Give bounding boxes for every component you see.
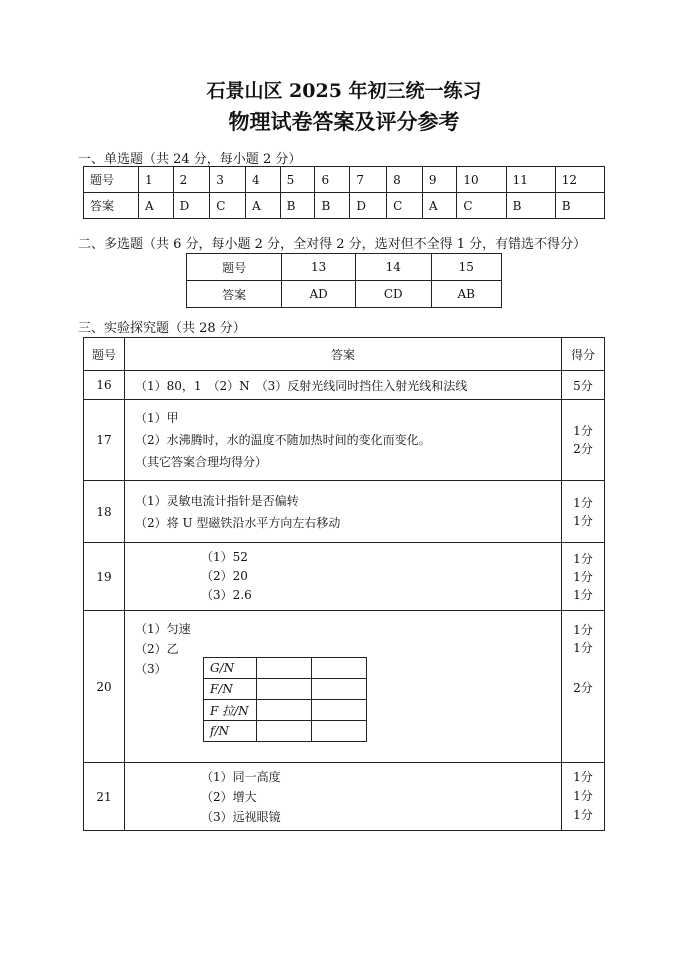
answer-line: （1）同一高度 (201, 769, 281, 784)
table-row (84, 400, 605, 481)
answer-cell (125, 763, 562, 831)
table-row (204, 721, 367, 742)
table-cell: 14 (355, 254, 431, 281)
table-cell: 12 (555, 167, 604, 193)
table-cell: 9 (422, 167, 457, 193)
table-cell: 10 (457, 167, 506, 193)
row-label: f/N (204, 721, 257, 742)
score-cell (562, 611, 605, 763)
table-cell: 2 (173, 167, 210, 193)
table-cell: 3 (210, 167, 246, 193)
table-cell: AB (431, 281, 502, 308)
question-number: 16 (84, 371, 125, 400)
table-cell: B (506, 193, 555, 219)
score: 1分 (573, 495, 593, 510)
answer-cell (125, 481, 562, 543)
section1-heading: 一、单选题（共 24 分，每小题 2 分） (78, 152, 302, 167)
table-row (187, 281, 502, 308)
table-cell: 5 (280, 167, 315, 193)
table-row (84, 611, 605, 763)
table-row (204, 679, 367, 700)
table-cell: A (139, 193, 174, 219)
table-cell: D (173, 193, 210, 219)
answer-line: （其它答案合理均得分） (135, 455, 268, 469)
table-cell: A (245, 193, 280, 219)
answer-line: （2）20 (201, 569, 248, 583)
table-cell: 8 (387, 167, 423, 193)
table-cell (312, 679, 367, 700)
exam-title: 石景山区 2025 年初三统一练习 (206, 80, 482, 102)
table-cell: AD (282, 281, 356, 308)
score: 1分 (573, 569, 593, 584)
exam-subtitle: 物理试卷答案及评分参考 (228, 109, 460, 134)
table-row (84, 481, 605, 543)
table-cell (257, 721, 312, 742)
row-label: 答案 (84, 193, 139, 219)
answer-line: （1）灵敏电流计指针是否偏转 (135, 493, 299, 508)
answer-cell (125, 543, 562, 611)
table-cell: C (387, 193, 423, 219)
score-cell (562, 763, 605, 831)
question-number: 21 (84, 763, 125, 831)
score: 1分 (573, 641, 593, 655)
table-row (84, 763, 605, 831)
table-cell (257, 700, 312, 721)
score-cell (562, 543, 605, 611)
question-number: 17 (84, 400, 125, 481)
answer-line: （2）增大 (201, 789, 257, 804)
experiment-table (83, 337, 605, 831)
answer-line: （3）2.6 (201, 588, 252, 602)
data-record-table (203, 657, 367, 742)
table-cell: B (555, 193, 604, 219)
table-cell (257, 679, 312, 700)
answer-line: （1）52 (201, 550, 248, 564)
table-cell: B (280, 193, 315, 219)
table-cell (312, 658, 367, 679)
table-cell (257, 658, 312, 679)
score: 1分 (573, 513, 593, 528)
table-cell: C (210, 193, 246, 219)
answer-line-with-table (135, 659, 561, 742)
answer-cell (125, 400, 562, 481)
row-label: 题号 (187, 254, 282, 281)
answer-line: （3）远视眼镜 (201, 809, 281, 824)
row-label: F/N (204, 679, 257, 700)
score: 1分 (573, 587, 593, 602)
table-cell: C (457, 193, 506, 219)
score: 5分 (562, 371, 605, 400)
table-cell: 4 (245, 167, 280, 193)
score: 1分 (573, 808, 593, 822)
table-cell: 6 (315, 167, 350, 193)
table-header-row (84, 338, 605, 371)
table-row (204, 658, 367, 679)
answer-line: （2）水沸腾时，水的温度不随加热时间的变化而变化。 (135, 433, 431, 447)
table-cell: 11 (506, 167, 555, 193)
answer-line: （1）甲 (135, 411, 179, 425)
table-cell: CD (355, 281, 431, 308)
question-number: 20 (84, 611, 125, 763)
row-label: 题号 (84, 167, 139, 193)
table-cell: 15 (431, 254, 502, 281)
table-cell: B (315, 193, 350, 219)
column-header-answer: 答案 (125, 338, 562, 371)
table-cell: D (350, 193, 387, 219)
answer-cell (125, 611, 562, 763)
table-row (187, 254, 502, 281)
row-label: F 拉/N (204, 700, 257, 721)
table-row (84, 543, 605, 611)
table-cell (312, 721, 367, 742)
table-row (204, 700, 367, 721)
score: 2分 (573, 442, 593, 456)
column-header-score: 得分 (562, 338, 605, 371)
score: 1分 (573, 770, 593, 784)
question-number: 19 (84, 543, 125, 611)
answer-line: （2）将 U 型磁铁沿水平方向左右移动 (135, 515, 341, 530)
score-cell (562, 481, 605, 543)
single-choice-table (83, 166, 605, 219)
table-cell (312, 700, 367, 721)
table-row (84, 371, 605, 400)
multi-choice-table (186, 253, 502, 308)
column-header-number: 题号 (84, 338, 125, 371)
score-cell (562, 400, 605, 481)
answer-line: （1）匀速 (135, 622, 191, 636)
table-row (84, 167, 605, 193)
answer-line: （2）乙 (135, 642, 179, 656)
answer-text: （1）80，1 （2）N （3）反射光线同时挡住入射光线和法线 (125, 371, 562, 400)
row-label: G/N (204, 658, 257, 679)
score: 2分 (573, 681, 593, 695)
question-number: 18 (84, 481, 125, 543)
section3-heading: 三、实验探究题（共 28 分） (78, 321, 246, 336)
table-cell: 13 (282, 254, 356, 281)
score: 1分 (573, 551, 593, 566)
score: 1分 (573, 623, 593, 637)
score: 1分 (573, 424, 593, 438)
answer-line: （3） (135, 662, 167, 676)
section2-heading: 二、多选题（共 6 分，每小题 2 分，全对得 2 分，选对但不全得 1 分，有错选不得分） (78, 237, 587, 252)
row-label: 答案 (187, 281, 282, 308)
table-row (84, 193, 605, 219)
score: 1分 (573, 789, 593, 803)
table-cell: 1 (139, 167, 174, 193)
table-cell: A (422, 193, 457, 219)
table-cell: 7 (350, 167, 387, 193)
